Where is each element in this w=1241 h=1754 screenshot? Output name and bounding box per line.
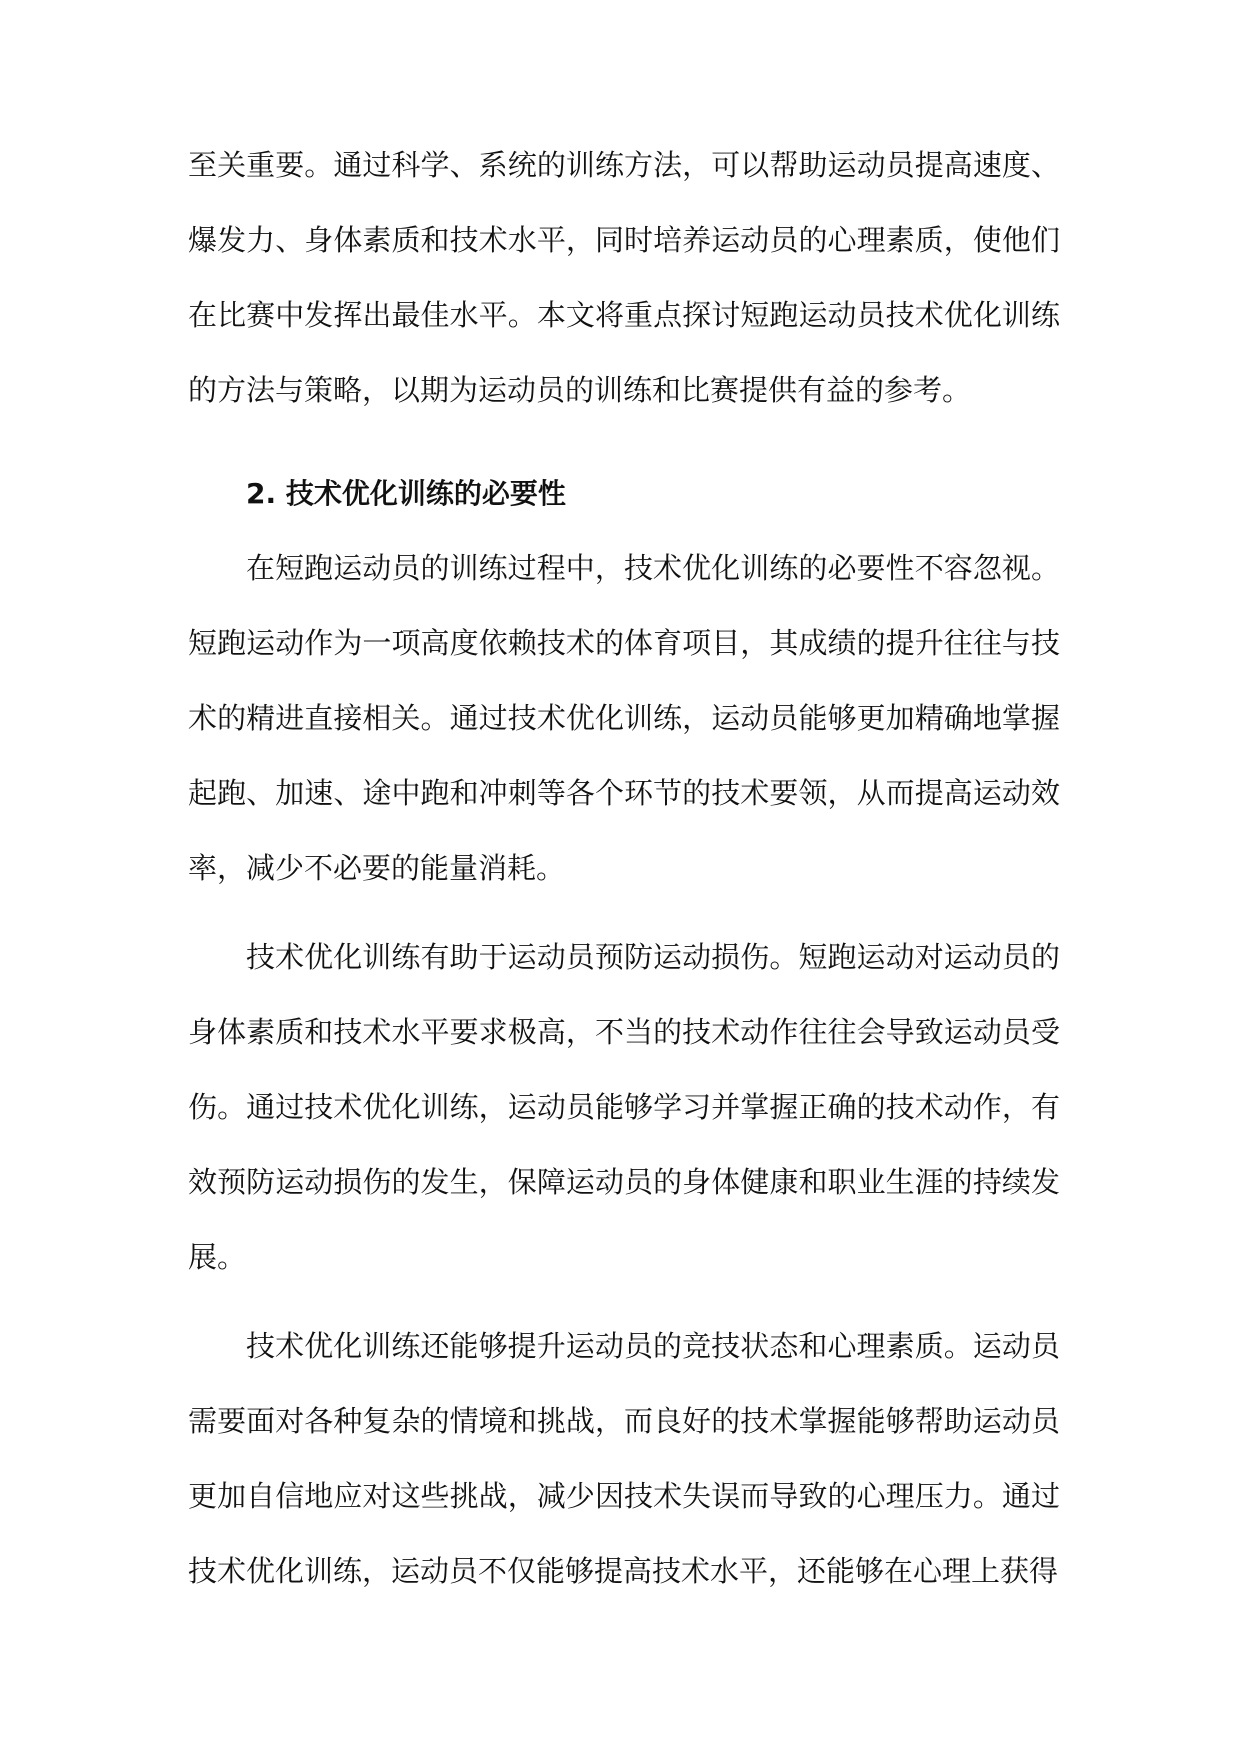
body-paragraph-2: 技术优化训练有助于运动员预防运动损伤。短跑运动对运动员的身体素质和技术水平要求极高，不当的技术动作往往会导致运动员受伤。通过技术优化训练，运动员能够学习并掌握正确的技术动作，有效预防运动损伤的发生，保障运动员的身体健康和职业生涯的持续发展。 [188, 940, 1060, 1274]
intro-continuation-paragraph: 至关重要。通过科学、系统的训练方法，可以帮助运动员提高速度、爆发力、身体素质和技术水平，同时培养运动员的心理素质，使他们在比赛中发挥出最佳水平。本文将重点探讨短跑运动员技术优化训练的方法与策略，以期为运动员的训练和比赛提供有益的参考。 [188, 148, 1060, 407]
section-heading: 2. 技术优化训练的必要性 [246, 477, 566, 510]
body-paragraph-1: 在短跑运动员的训练过程中，技术优化训练的必要性不容忽视。短跑运动作为一项高度依赖技术的体育项目，其成绩的提升往往与技术的精进直接相关。通过技术优化训练，运动员能够更加精确地掌握起跑、加速、途中跑和冲刺等各个环节的技术要领，从而提高运动效率，减少不必要的能量消耗。 [188, 551, 1060, 885]
body-paragraph-3: 技术优化训练还能够提升运动员的竞技状态和心理素质。运动员需要面对各种复杂的情境和挑战，而良好的技术掌握能够帮助运动员更加自信地应对这些挑战，减少因技术失误而导致的心理压力。通过技术优化训练，运动员不仅能够提高技术水平，还能够在心理上获得 [188, 1329, 1060, 1588]
document-body [188, 128, 1060, 1609]
